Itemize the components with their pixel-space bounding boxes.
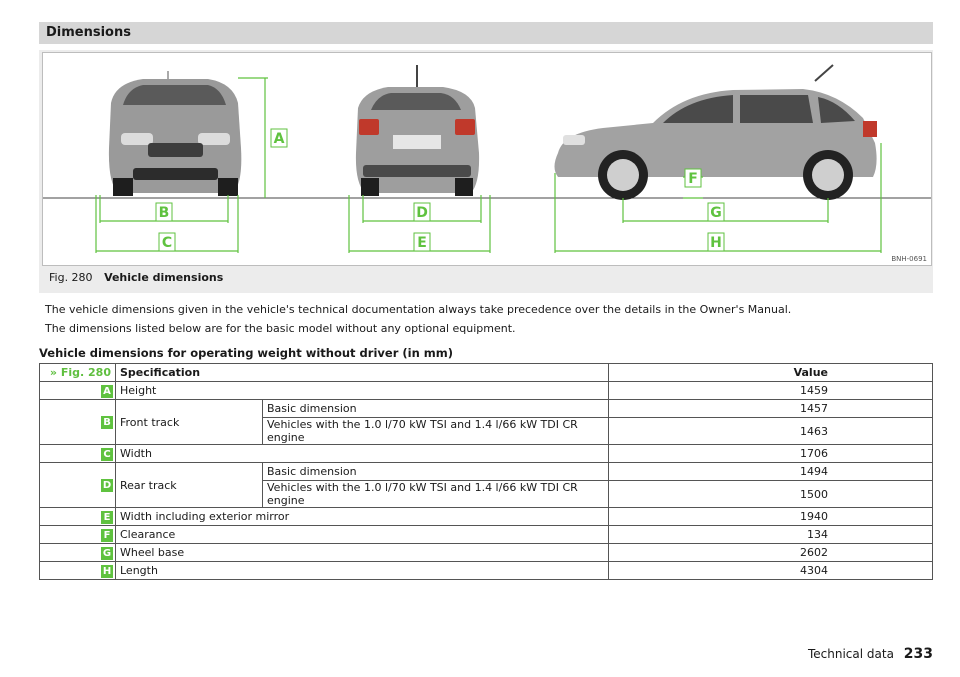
row-spec: Wheel base (116, 544, 609, 562)
row-spec: Front track (116, 400, 263, 445)
row-letter: H (102, 565, 112, 577)
row-subspec: Vehicles with the 1.0 l/70 kW TSI and 1.4 l/66 kW TDI CR engine (263, 481, 609, 508)
row-spec: Rear track (116, 463, 263, 508)
figure-caption (49, 271, 223, 284)
row-spec: Height (116, 382, 609, 400)
row-value: 1494 (609, 463, 933, 481)
svg-text:F: F (688, 171, 698, 187)
table-row (40, 544, 933, 562)
row-value: 1500 (609, 481, 933, 508)
section-header (39, 22, 933, 44)
dimensions-table (39, 363, 933, 580)
row-subspec: Basic dimension (263, 400, 609, 418)
row-letter: G (102, 547, 112, 559)
table-row (40, 382, 933, 400)
table-header-row (40, 364, 933, 382)
row-letter: B (101, 416, 113, 429)
car-front-view (109, 71, 241, 196)
row-spec: Length (116, 562, 609, 580)
row-value: 1706 (609, 445, 933, 463)
row-subspec: Basic dimension (263, 463, 609, 481)
car-rear-view (356, 65, 479, 196)
row-value: 1940 (609, 508, 933, 526)
table-title: Vehicle dimensions for operating weight without driver (in mm) (39, 346, 453, 360)
row-spec: Width (116, 445, 609, 463)
row-spec: Clearance (116, 526, 609, 544)
row-value: 2602 (609, 544, 933, 562)
footer-section: Technical data (807, 647, 894, 661)
row-value: 1463 (609, 418, 933, 445)
paragraph-1: The vehicle dimensions given in the vehicle's technical documentation always take precedence over the details in the Owner's Manual. (45, 303, 792, 316)
table-row (40, 445, 933, 463)
label-E (414, 233, 430, 251)
svg-text:B: B (158, 205, 170, 221)
label-B (156, 203, 172, 221)
page-number: 233 (903, 646, 933, 662)
label-C (159, 233, 175, 251)
header-fig-ref[interactable]: » Fig. 280 (40, 364, 116, 382)
figure-vehicle-dimensions (39, 50, 933, 293)
vehicle-dimensions-drawing (43, 53, 931, 265)
table-row (40, 400, 933, 418)
svg-text:H: H (710, 235, 722, 251)
figure-code: BNH-0691 (891, 255, 927, 263)
row-letter: D (102, 480, 112, 491)
page-footer (808, 646, 933, 662)
row-value: 1457 (609, 400, 933, 418)
header-value: Value (609, 364, 933, 382)
table-row (40, 463, 933, 481)
row-letter: E (101, 511, 113, 524)
row-spec: Width including exterior mirror (116, 508, 609, 526)
row-value: 4304 (609, 562, 933, 580)
label-G (708, 203, 724, 221)
table-row (40, 526, 933, 544)
svg-text:A: A (273, 131, 285, 147)
row-letter: A (101, 385, 113, 398)
section-title: Dimensions (46, 25, 131, 40)
label-H (708, 233, 724, 251)
figure-number: Fig. 280 (49, 271, 93, 284)
row-letter: C (101, 448, 113, 461)
label-D (414, 203, 430, 221)
label-F (685, 169, 701, 187)
svg-text:D: D (416, 205, 428, 221)
row-subspec: Vehicles with the 1.0 l/70 kW TSI and 1.4 l/66 kW TDI CR engine (263, 418, 609, 445)
svg-text:C: C (161, 235, 173, 251)
row-value: 1459 (609, 382, 933, 400)
label-A (271, 129, 287, 147)
paragraph-2: The dimensions listed below are for the basic model without any optional equipment. (45, 322, 516, 335)
row-letter: F (101, 529, 113, 542)
table-row (40, 562, 933, 580)
figure-image (42, 52, 932, 266)
figure-title: Vehicle dimensions (104, 271, 224, 284)
car-side-view (555, 65, 878, 200)
svg-text:G: G (710, 205, 722, 221)
svg-text:E: E (417, 235, 427, 251)
table-row (40, 508, 933, 526)
row-value: 134 (609, 526, 933, 544)
header-specification: Specification (116, 364, 609, 382)
